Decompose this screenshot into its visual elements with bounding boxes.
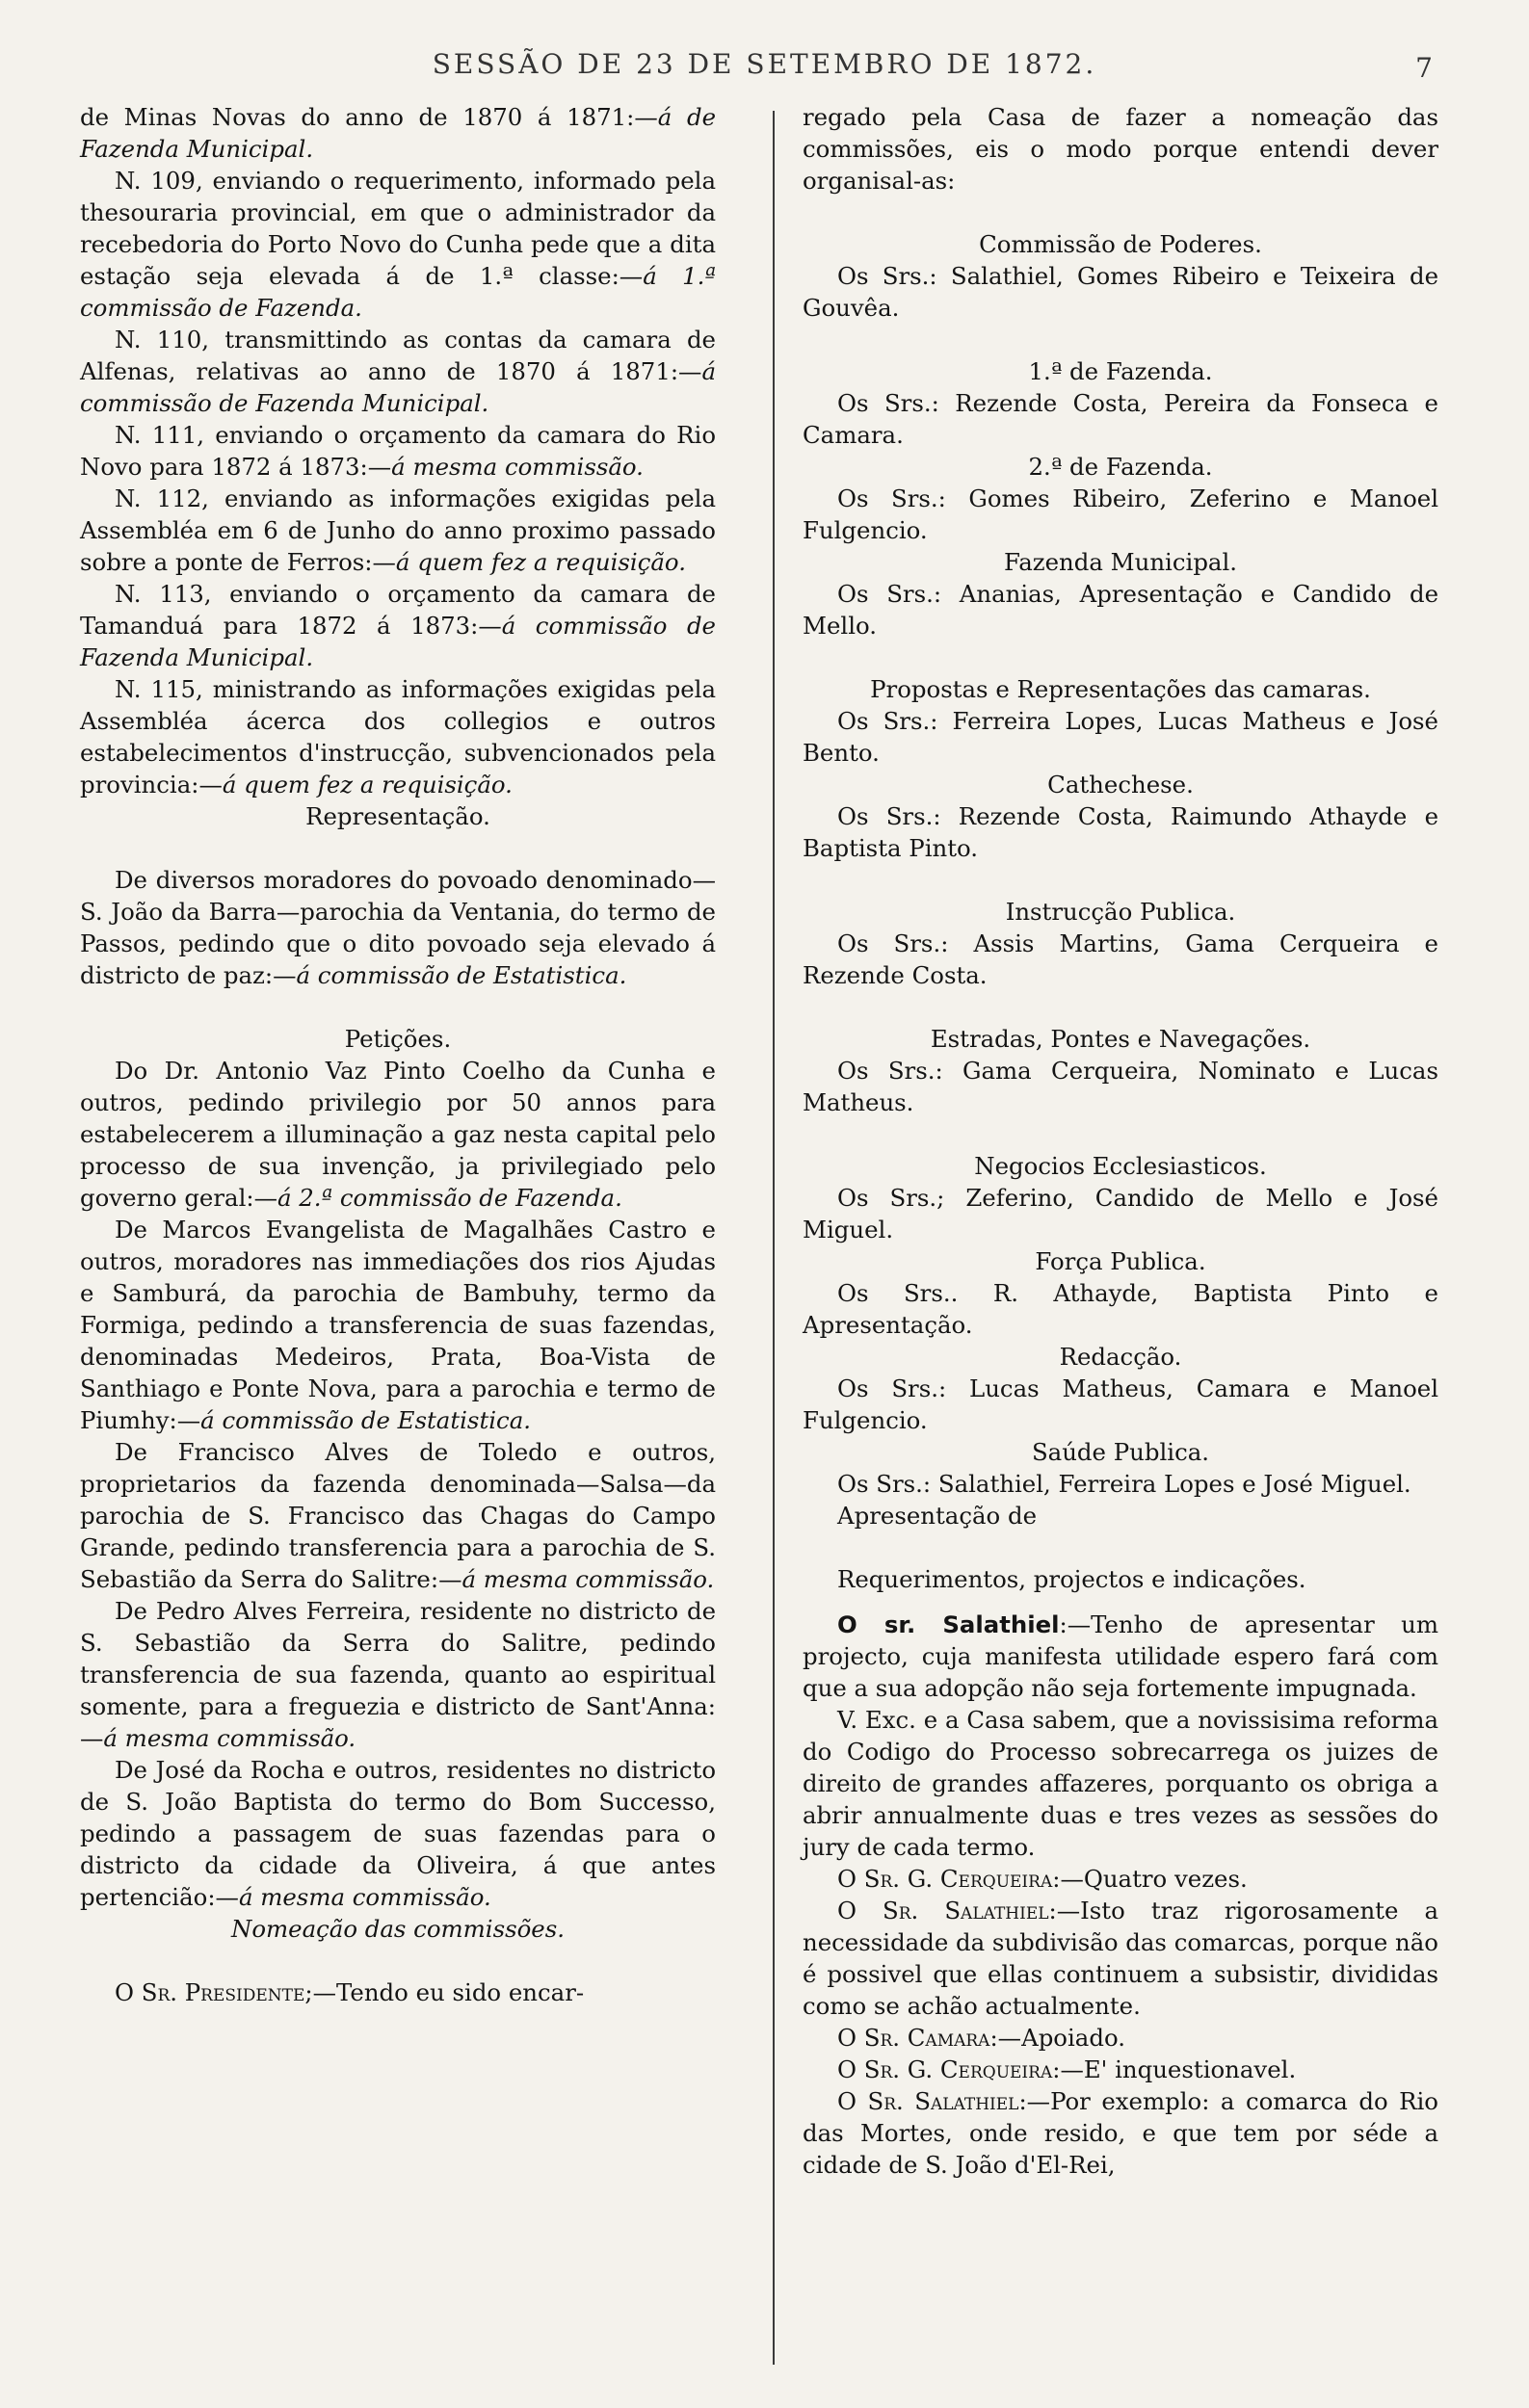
paragraph: N. 112, enviando as informações exigidas pela Assembléa em 6 de Junho do anno proximo passado sobre a ponte de Ferros:—á quem fez a requisição. [80, 484, 716, 576]
speaker: O Sr. Presidente; [115, 1978, 313, 2006]
column-divider [773, 111, 775, 2365]
commission-name: Negocios Ecclesiasticos. [974, 1152, 1267, 1180]
section-heading: Apresentação de [837, 1502, 1038, 1530]
speaker: O sr. Salathiel [837, 1610, 1060, 1638]
page-number: 7 [1415, 52, 1433, 84]
commission-members: Os Srs.; Zeferino, Candido de Mello e José Miguel. [803, 1184, 1438, 1243]
paragraph: de Minas Novas do anno de 1870 á 1871:—á de Fazenda Municipal. [80, 103, 717, 163]
speaker: O Sr. G. Cerqueira [837, 1865, 1053, 1893]
commission-name: Fazenda Municipal. [1003, 548, 1238, 576]
section-heading: Representação. [305, 802, 490, 830]
paragraph: N. 113, enviando o orçamento da camara de Tamanduá para 1872 á 1873:—á commissão de Fazenda Municipal. [80, 580, 716, 671]
commission-name: 1.ª de Fazenda. [1028, 357, 1213, 385]
commission-name: Força Publica. [1035, 1247, 1206, 1275]
speech: O Sr. Salathiel:—Por exemplo: a comarca do Rio das Mortes, onde resido, e que tem por séde a cidade de S. João d'El-Rei, [803, 2087, 1438, 2179]
paragraph: De Francisco Alves de Toledo e outros, proprietarios da fazenda denominada—Salsa—da parochia de S. Francisco das Chagas do Campo Grande, pedindo transferencia para a parochia de S. Sebastião da Serra do Salitre:—á mesma commissão. [80, 1438, 716, 1593]
speech: O Sr. G. Cerqueira:—E' inquestionavel. [837, 2055, 1297, 2083]
paragraph: N. 111, enviando o orçamento da camara do Rio Novo para 1872 á 1873:—á mesma commissão. [80, 421, 716, 481]
speech: V. Exc. e a Casa sabem, que a novissisima reforma do Codigo do Processo sobrecarrega os juizes de direito de grandes affazeres, porquanto os obriga a abrir annualmente duas e tres vezes as sessões do jury de cada termo. [803, 1706, 1438, 1861]
commission-name: Cathechese. [1047, 771, 1194, 798]
speaker: O Sr. G. Cerqueira [837, 2055, 1053, 2083]
paragraph: De Marcos Evangelista de Magalhães Castro e outros, moradores nas immediações dos rios Ajudas e Samburá, da parochia de Bambuhy, termo da Formiga, pedindo a transferencia de suas fazendas, denominadas Medeiros, Prata, Boa-Vista de Santhiago e Ponte Nova, para a parochia e termo de Piumhy:—á commissão de Estatistica. [80, 1216, 716, 1434]
paragraph: De Pedro Alves Ferreira, residente no districto de S. Sebastião da Serra do Salitre, pedindo transferencia de sua fazenda, quanto ao espiritual somente, para a freguezia e districto de Sant'Anna:—á mesma commissão. [80, 1597, 716, 1752]
right-column [803, 101, 1438, 2181]
section-heading: Requerimentos, projectos e indicações. [837, 1565, 1306, 1593]
commission-members: Os Srs.: Lucas Matheus, Camara e Manoel Fulgencio. [803, 1374, 1438, 1434]
paragraph: N. 110, transmittindo as contas da camara de Alfenas, relativas ao anno de 1870 á 1871:—á commissão de Fazenda Municipal. [80, 326, 716, 417]
commission-members: Os Srs.: Ananias, Apresentação e Candido de Mello. [803, 580, 1438, 640]
paragraph: N. 109, enviando o requerimento, informado pela thesouraria provincial, em que o administrador da recebedoria do Porto Novo do Cunha pede que a dita estação seja elevada á de 1.ª classe:—á 1.ª commissão de Fazenda. [80, 167, 716, 322]
paragraph: O Sr. Presidente;—Tendo eu sido encar- [115, 1978, 585, 2006]
commission-name: 2.ª de Fazenda. [1028, 453, 1213, 481]
commission-members: Os Srs.: Rezende Costa, Pereira da Fonseca e Camara. [803, 389, 1438, 449]
page-header [0, 48, 1529, 87]
speech: O Sr. Salathiel:—Isto traz rigorosamente a necessidade da subdivisão das comarcas, porque não é possivel que ellas continuem a subsistir, divididas como se achão actualmente. [803, 1897, 1438, 2020]
commission-members: Os Srs.: Salathiel, Ferreira Lopes e José Miguel. [837, 1470, 1411, 1498]
section-heading: Petições. [344, 1025, 452, 1053]
commission-members: Os Srs.. R. Athayde, Baptista Pinto e Apresentação. [803, 1279, 1438, 1339]
speech: O Sr. G. Cerqueira:—Quatro vezes. [837, 1865, 1248, 1893]
commission-members: Os Srs.: Rezende Costa, Raimundo Athayde e Baptista Pinto. [803, 802, 1438, 862]
commission-name: Redacção. [1059, 1343, 1182, 1371]
commission-members: Os Srs.: Gama Cerqueira, Nominato e Lucas Matheus. [803, 1057, 1438, 1116]
session-title: SESSÃO DE 23 DE SETEMBRO DE 1872. [432, 48, 1097, 80]
paragraph: De diversos moradores do povoado denominado—S. João da Barra—parochia da Ventania, do termo de Passos, pedindo que o dito povoado seja elevado á districto de paz:—á commissão de Estatistica. [80, 866, 716, 989]
speech: O Sr. Camara:—Apoiado. [837, 2024, 1125, 2052]
left-column [80, 101, 716, 2008]
section-heading: Nomeação das commissões. [230, 1915, 566, 1943]
commission-name: Instrucção Publica. [1005, 898, 1236, 926]
paragraph: Do Dr. Antonio Vaz Pinto Coelho da Cunha e outros, pedindo privilegio por 50 annos para estabelecerem a illuminação a gaz nesta capital pelo processo de sua invenção, ja privilegiado pelo governo geral:—á 2.ª commissão de Fazenda. [80, 1057, 716, 1212]
commission-members: Os Srs.: Salathiel, Gomes Ribeiro e Teixeira de Gouvêa. [803, 262, 1438, 322]
paragraph: regado pela Casa de fazer a nomeação das commissões, eis o modo porque entendi dever organisal-as: [803, 103, 1438, 195]
commission-name: Commissão de Poderes. [979, 230, 1262, 258]
commission-name: Estradas, Pontes e Navegações. [930, 1025, 1311, 1053]
commission-members: Os Srs.: Ferreira Lopes, Lucas Matheus e José Bento. [803, 707, 1438, 767]
speaker: O Sr. Salathiel [837, 2087, 1019, 2115]
paragraph: De José da Rocha e outros, residentes no districto de S. João Baptista do termo do Bom Successo, pedindo a passagem de suas fazendas para o districto da cidade da Oliveira, á que antes pertencião:—á mesma commissão. [80, 1756, 716, 1911]
commission-members: Os Srs.: Gomes Ribeiro, Zeferino e Manoel Fulgencio. [803, 484, 1438, 544]
paragraph: N. 115, ministrando as informações exigidas pela Assembléa ácerca dos collegios e outros estabelecimentos d'instrucção, subvencionados pela provincia:—á quem fez a requisição. [80, 675, 716, 798]
speaker: O Sr. Camara [837, 2024, 990, 2052]
speech: O sr. Salathiel:—Tenho de apresentar um projecto, cuja manifesta utilidade espero fará com que a sua adopção não seja fortemente impugnada. [803, 1610, 1438, 1702]
commission-members: Os Srs.: Assis Martins, Gama Cerqueira e Rezende Costa. [803, 929, 1438, 989]
commission-name: Saúde Publica. [1031, 1438, 1210, 1466]
commission-name: Propostas e Representações das camaras. [870, 675, 1371, 703]
speaker: O Sr. Salathiel [837, 1897, 1049, 1924]
